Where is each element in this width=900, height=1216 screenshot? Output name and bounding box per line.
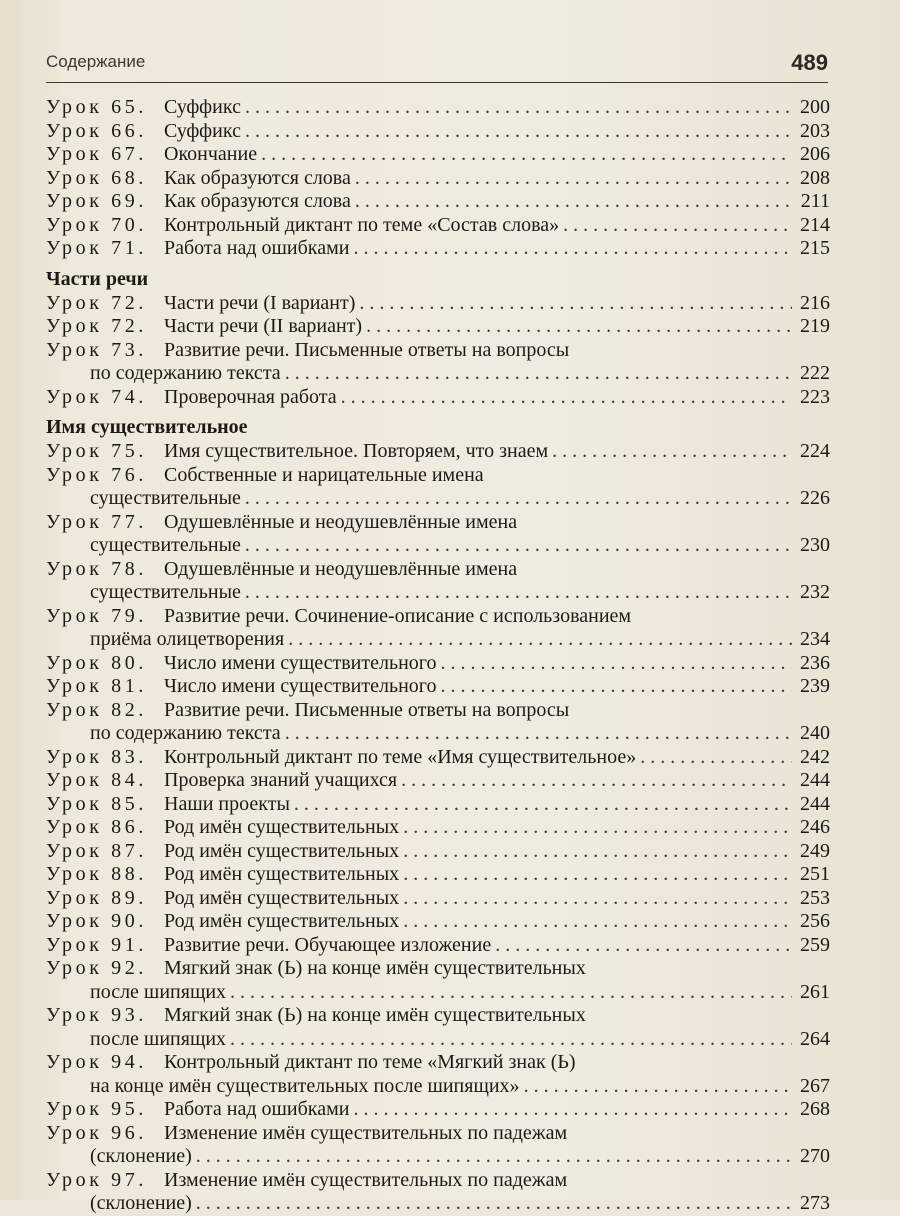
- lesson-label: Урок 74.: [46, 385, 147, 408]
- lesson-label: Урок 72.: [46, 315, 147, 337]
- toc-line: [46, 699, 830, 723]
- lesson-title: Мягкий знак (Ь) на конце имён существительных: [164, 957, 586, 979]
- dot-leader: [403, 887, 792, 911]
- dot-leader: [355, 167, 792, 191]
- toc-line: [46, 628, 830, 652]
- toc-line: [46, 1004, 830, 1028]
- lesson-page-number: 232: [800, 581, 830, 603]
- lesson-label: Урок 77.: [46, 510, 147, 533]
- toc-line: [46, 362, 830, 386]
- toc-line: [46, 1122, 830, 1146]
- dot-leader: [245, 581, 792, 605]
- lesson-title: Род имён существительных: [164, 839, 400, 862]
- lesson-title: Проверочная работа: [164, 385, 337, 408]
- toc-line: [46, 605, 830, 629]
- dot-leader: [294, 793, 792, 817]
- toc-line: [46, 120, 830, 144]
- lesson-title: Суффикс: [164, 119, 241, 142]
- toc-line: [46, 981, 830, 1005]
- lesson-label: Урок 94.: [46, 1051, 147, 1073]
- toc-entry: [46, 934, 830, 958]
- section-heading: Имя существительное: [46, 416, 248, 438]
- lesson-title: Наши проекты: [164, 792, 290, 815]
- toc-entry: [46, 292, 830, 316]
- toc-entry: [46, 699, 830, 746]
- toc-entry: [46, 315, 830, 339]
- toc-line: [46, 816, 830, 840]
- lesson-page-number: 203: [800, 119, 830, 142]
- lesson-title: Число имени существительного: [164, 675, 437, 697]
- lesson-page-number: 264: [800, 1027, 830, 1050]
- lesson-label: Урок 90.: [46, 910, 147, 932]
- toc-line: [46, 652, 830, 676]
- toc-line: [46, 581, 830, 605]
- toc-entry: [46, 1004, 830, 1051]
- dot-leader: [366, 315, 792, 339]
- lesson-page-number: 244: [800, 769, 830, 791]
- toc-line: [46, 1192, 830, 1216]
- lesson-title: Окончание: [164, 143, 258, 165]
- lesson-title: существительные: [90, 534, 241, 556]
- page-header: [46, 50, 828, 83]
- toc-line: [46, 887, 830, 911]
- toc-line: [46, 1145, 830, 1169]
- lesson-title: Одушевлённые и неодушевлённые имена: [164, 510, 518, 533]
- toc-entry: [46, 957, 830, 1004]
- lesson-label: Урок 65.: [46, 96, 147, 118]
- toc-line: [46, 339, 830, 363]
- lesson-page-number: 246: [800, 816, 830, 838]
- toc-entry: [46, 386, 830, 410]
- lesson-label: Урок 96.: [46, 1121, 147, 1144]
- lesson-title: после шипящих: [90, 980, 227, 1003]
- lesson-label: Урок 93.: [46, 1004, 147, 1026]
- toc-line: [46, 934, 830, 958]
- toc-entry: [46, 1169, 830, 1216]
- lesson-page-number: 268: [800, 1098, 830, 1120]
- dot-leader: [230, 1028, 792, 1052]
- toc-entry: [46, 652, 830, 676]
- dot-leader: [563, 214, 792, 238]
- toc-line: [46, 237, 830, 261]
- lesson-page-number: 240: [800, 722, 830, 744]
- toc-line: [46, 487, 830, 511]
- toc-entry: [46, 558, 830, 605]
- dot-leader: [353, 237, 792, 261]
- lesson-title: Контрольный диктант по теме «Состав слова»: [164, 213, 560, 236]
- lesson-label: Урок 73.: [46, 338, 147, 361]
- lesson-title: Род имён существительных: [164, 886, 400, 909]
- lesson-title: Развитие речи. Сочинение-описание с использованием: [164, 604, 632, 627]
- dot-leader: [403, 910, 792, 934]
- dot-leader: [196, 1192, 792, 1216]
- lesson-title: Развитие речи. Обучающее изложение: [164, 933, 492, 956]
- lesson-page-number: 236: [800, 651, 830, 674]
- dot-leader: [285, 722, 792, 746]
- lesson-label: Урок 82.: [46, 698, 147, 721]
- toc-entry: [46, 143, 830, 167]
- toc-line: [46, 1075, 830, 1099]
- toc-entry: [46, 840, 830, 864]
- lesson-title: Контрольный диктант по теме «Имя существительное»: [164, 745, 637, 768]
- toc-entry: [46, 746, 830, 770]
- lesson-title: Развитие речи. Письменные ответы на вопросы: [164, 338, 570, 361]
- toc-line: [46, 746, 830, 770]
- lesson-title: существительные: [90, 581, 241, 603]
- lesson-label: Урок 68.: [46, 166, 147, 189]
- dot-leader: [552, 440, 792, 464]
- lesson-page-number: 242: [800, 745, 830, 768]
- lesson-title: на конце имён существительных после шипящих»: [90, 1074, 520, 1097]
- lesson-page-number: 224: [800, 440, 830, 462]
- lesson-label: Урок 91.: [46, 933, 147, 956]
- toc-line: [46, 840, 830, 864]
- toc-line: [46, 440, 830, 464]
- lesson-title: существительные: [90, 487, 241, 509]
- dot-leader: [359, 292, 792, 316]
- table-of-contents: [46, 96, 830, 1216]
- dot-leader: [288, 628, 792, 652]
- dot-leader: [440, 652, 792, 676]
- dot-leader: [245, 487, 792, 511]
- toc-entry: [46, 1098, 830, 1122]
- lesson-title: Как образуются слова: [164, 190, 351, 212]
- lesson-page-number: 226: [800, 487, 830, 509]
- lesson-title: Род имён существительных: [164, 863, 400, 885]
- dot-leader: [524, 1075, 792, 1099]
- toc-line: [46, 315, 830, 339]
- toc-line: [46, 722, 830, 746]
- lesson-label: Урок 86.: [46, 816, 147, 838]
- lesson-page-number: 251: [800, 863, 830, 885]
- lesson-title: Контрольный диктант по теме «Мягкий знак (Ь): [164, 1051, 576, 1073]
- toc-entry: [46, 167, 830, 191]
- lesson-title: Проверка знаний учащихся: [164, 769, 398, 791]
- toc-line: [46, 769, 830, 793]
- lesson-label: Урок 72.: [46, 291, 147, 314]
- toc-entry: [46, 511, 830, 558]
- lesson-label: Урок 71.: [46, 237, 147, 259]
- lesson-title: по содержанию текста: [90, 362, 281, 384]
- dot-leader: [196, 1145, 792, 1169]
- lesson-page-number: 261: [800, 980, 830, 1003]
- toc-entry: [46, 214, 830, 238]
- dot-leader: [353, 1098, 792, 1122]
- toc-entry: [46, 96, 830, 120]
- toc-line: [46, 511, 830, 535]
- toc-entry: [46, 1122, 830, 1169]
- lesson-label: Урок 84.: [46, 769, 147, 791]
- dot-leader: [245, 96, 792, 120]
- page-number: 489: [791, 50, 828, 75]
- lesson-label: Урок 89.: [46, 886, 147, 909]
- toc-entry: [46, 440, 830, 464]
- lesson-label: Урок 75.: [46, 440, 147, 462]
- lesson-label: Урок 92.: [46, 957, 147, 979]
- toc-entry: [46, 863, 830, 887]
- lesson-label: Урок 88.: [46, 863, 147, 885]
- toc-line: [46, 558, 830, 582]
- lesson-label: Урок 80.: [46, 651, 147, 674]
- lesson-label: Урок 67.: [46, 143, 147, 165]
- lesson-page-number: 244: [800, 792, 830, 815]
- toc-entry: [46, 1051, 830, 1098]
- toc-line: [46, 910, 830, 934]
- lesson-title: Развитие речи. Письменные ответы на вопросы: [164, 698, 570, 721]
- lesson-page-number: 239: [800, 675, 830, 697]
- toc-entry: [46, 120, 830, 144]
- toc-line: [46, 167, 830, 191]
- toc-entry: [46, 190, 830, 214]
- lesson-title: приёма олицетворения: [90, 628, 285, 650]
- lesson-label: Урок 78.: [46, 557, 147, 580]
- toc-entry: [46, 910, 830, 934]
- lesson-title: Изменение имён существительных по падежам: [164, 1121, 568, 1144]
- lesson-label: Урок 97.: [46, 1168, 147, 1191]
- dot-leader: [403, 840, 792, 864]
- toc-line: [46, 386, 830, 410]
- toc-entry: [46, 237, 830, 261]
- lesson-page-number: 219: [800, 315, 830, 337]
- dot-leader: [230, 981, 792, 1005]
- toc-line: [46, 214, 830, 238]
- lesson-title: (склонение): [90, 1145, 192, 1167]
- toc-line: [46, 1051, 830, 1075]
- section-heading: Части речи: [46, 267, 149, 290]
- lesson-page-number: 259: [800, 933, 830, 956]
- toc-line: [46, 464, 830, 488]
- dot-leader: [403, 816, 792, 840]
- toc-line: [46, 1028, 830, 1052]
- lesson-label: Урок 69.: [46, 190, 147, 212]
- toc-line: [46, 292, 830, 316]
- lesson-label: Урок 76.: [46, 463, 147, 486]
- lesson-page-number: 214: [800, 213, 830, 236]
- lesson-page-number: 267: [800, 1074, 830, 1097]
- lesson-title: (склонение): [90, 1192, 192, 1214]
- toc-entry: [46, 675, 830, 699]
- lesson-page-number: 256: [800, 910, 830, 932]
- lesson-title: Мягкий знак (Ь) на конце имён существительных: [164, 1004, 586, 1026]
- dot-leader: [285, 362, 792, 386]
- lesson-page-number: 222: [800, 362, 830, 384]
- toc-entry: [46, 816, 830, 840]
- lesson-page-number: 253: [800, 886, 830, 909]
- lesson-label: Урок 87.: [46, 839, 147, 862]
- lesson-title: Род имён существительных: [164, 816, 400, 838]
- lesson-title: Одушевлённые и неодушевлённые имена: [164, 557, 518, 580]
- lesson-page-number: 200: [800, 96, 830, 118]
- lesson-page-number: 215: [800, 237, 830, 259]
- toc-line: [46, 143, 830, 167]
- running-title: Содержание: [46, 52, 146, 71]
- dot-leader: [640, 746, 792, 770]
- dot-leader: [403, 863, 792, 887]
- toc-entry: [46, 605, 830, 652]
- lesson-title: после шипящих: [90, 1027, 227, 1050]
- lesson-title: Части речи (II вариант): [164, 315, 363, 337]
- toc-line: [46, 675, 830, 699]
- toc-entry: [46, 339, 830, 386]
- lesson-title: Работа над ошибками: [164, 237, 350, 259]
- lesson-page-number: 216: [800, 291, 830, 314]
- lesson-page-number: 223: [800, 385, 830, 408]
- lesson-title: Число имени существительного: [164, 651, 437, 674]
- dot-leader: [245, 534, 792, 558]
- toc-line: [46, 1098, 830, 1122]
- dot-leader: [355, 190, 792, 214]
- toc-entry: [46, 769, 830, 793]
- toc-line: [46, 190, 830, 214]
- toc-entry: [46, 887, 830, 911]
- dot-leader: [261, 143, 792, 167]
- toc-line: [46, 534, 830, 558]
- lesson-title: Изменение имён существительных по падежам: [164, 1168, 568, 1191]
- lesson-page-number: 234: [800, 628, 830, 650]
- lesson-title: Имя существительное. Повторяем, что знаем: [164, 440, 549, 462]
- dot-leader: [245, 120, 792, 144]
- lesson-page-number: 211: [800, 190, 830, 212]
- dot-leader: [440, 675, 792, 699]
- lesson-page-number: 249: [800, 839, 830, 862]
- dot-leader: [401, 769, 792, 793]
- lesson-label: Урок 81.: [46, 675, 147, 697]
- lesson-page-number: 206: [800, 143, 830, 165]
- lesson-page-number: 273: [800, 1192, 830, 1214]
- lesson-title: по содержанию текста: [90, 722, 281, 744]
- lesson-title: Собственные и нарицательные имена: [164, 463, 484, 486]
- toc-line: [46, 96, 830, 120]
- lesson-label: Урок 70.: [46, 213, 147, 236]
- lesson-label: Урок 85.: [46, 792, 147, 815]
- lesson-title: Работа над ошибками: [164, 1098, 350, 1120]
- dot-leader: [341, 386, 792, 410]
- lesson-label: Урок 66.: [46, 119, 147, 142]
- lesson-page-number: 230: [800, 534, 830, 556]
- toc-entry: [46, 464, 830, 511]
- lesson-page-number: 208: [800, 166, 830, 189]
- dot-leader: [495, 934, 792, 958]
- lesson-title: Части речи (I вариант): [164, 291, 356, 314]
- lesson-title: Суффикс: [164, 96, 241, 118]
- lesson-title: Род имён существительных: [164, 910, 400, 932]
- lesson-page-number: 270: [800, 1145, 830, 1167]
- lesson-label: Урок 95.: [46, 1098, 147, 1120]
- toc-line: [46, 793, 830, 817]
- toc-line: [46, 957, 830, 981]
- toc-line: [46, 863, 830, 887]
- toc-entry: [46, 793, 830, 817]
- lesson-title: Как образуются слова: [164, 166, 351, 189]
- toc-line: [46, 1169, 830, 1193]
- lesson-label: Урок 83.: [46, 745, 147, 768]
- lesson-label: Урок 79.: [46, 604, 147, 627]
